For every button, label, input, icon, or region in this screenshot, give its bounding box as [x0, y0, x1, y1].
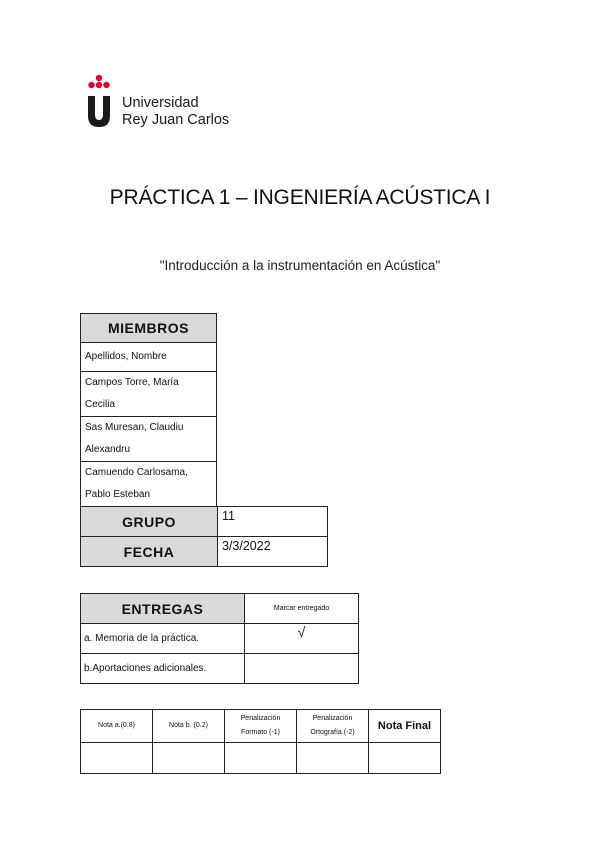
page-title: PRÁCTICA 1 – INGENIERÍA ACÚSTICA I — [109, 186, 491, 209]
member-line2: Pablo Esteban — [85, 489, 151, 500]
grade-col-spelling-line1: Penalización — [312, 715, 353, 722]
deliveries-header: ENTREGAS — [81, 594, 245, 624]
grade-cell-final — [369, 743, 441, 774]
delivery-item-label: a. Memoria de la práctica. — [81, 624, 245, 654]
member-line1: Camuendo Carlosama, — [85, 467, 188, 478]
delivery-item-check: √ — [245, 624, 359, 654]
members-header: MIEMBROS — [81, 314, 217, 343]
members-row — [81, 343, 217, 372]
grade-col-format-penalty — [225, 710, 297, 743]
mark-delivered-header: Marcar entregado — [245, 594, 359, 624]
members-table — [80, 313, 217, 507]
grade-cell-spelling — [297, 743, 369, 774]
grade-col-spelling-penalty — [297, 710, 369, 743]
group-date-table — [80, 506, 328, 567]
logo-u-shape — [88, 96, 110, 127]
university-line1: Universidad — [122, 95, 199, 111]
grade-col-a: Nota a.(0.8) — [81, 710, 153, 743]
logo-dot-top — [96, 75, 102, 81]
members-row — [81, 417, 217, 462]
grade-col-format-line2: Formato (-1) — [241, 729, 280, 736]
grade-col-spelling-line2: Ortografía.(-2) — [310, 729, 355, 736]
deliveries-table — [80, 593, 359, 684]
group-label: GRUPO — [81, 507, 218, 537]
university-name — [122, 95, 229, 129]
members-row — [81, 462, 217, 507]
grade-col-format-line1: Penalización — [240, 715, 281, 722]
group-value: 11 — [218, 507, 328, 537]
members-row — [81, 372, 217, 417]
member-line2: Cecilia — [85, 399, 116, 410]
member-line2: Alexandru — [85, 444, 131, 455]
page-subtitle: "Introducción a la instrumentación en Acústica" — [159, 258, 441, 273]
logo-dot-mid — [96, 82, 102, 88]
logo-dot-left — [88, 82, 94, 88]
date-label: FECHA — [81, 537, 218, 567]
grade-cell-b — [153, 743, 225, 774]
member-line1: Apellidos, Nombre — [85, 351, 167, 362]
delivery-item-label: b.Aportaciones adicionales. — [81, 654, 245, 684]
member-line1: Sas Muresan, Claudiu — [85, 422, 184, 433]
university-line2: Rey Juan Carlos — [122, 112, 230, 128]
delivery-item-check — [245, 654, 359, 684]
logo-dot-right — [103, 82, 109, 88]
grades-table — [80, 709, 441, 774]
grade-col-final: Nota Final — [369, 710, 441, 743]
date-value: 3/3/2022 — [218, 537, 328, 567]
member-line1: Campos Torre, María — [85, 377, 179, 388]
grade-cell-format — [225, 743, 297, 774]
grade-col-b: Nota b. (0.2) — [153, 710, 225, 743]
grade-cell-a — [81, 743, 153, 774]
